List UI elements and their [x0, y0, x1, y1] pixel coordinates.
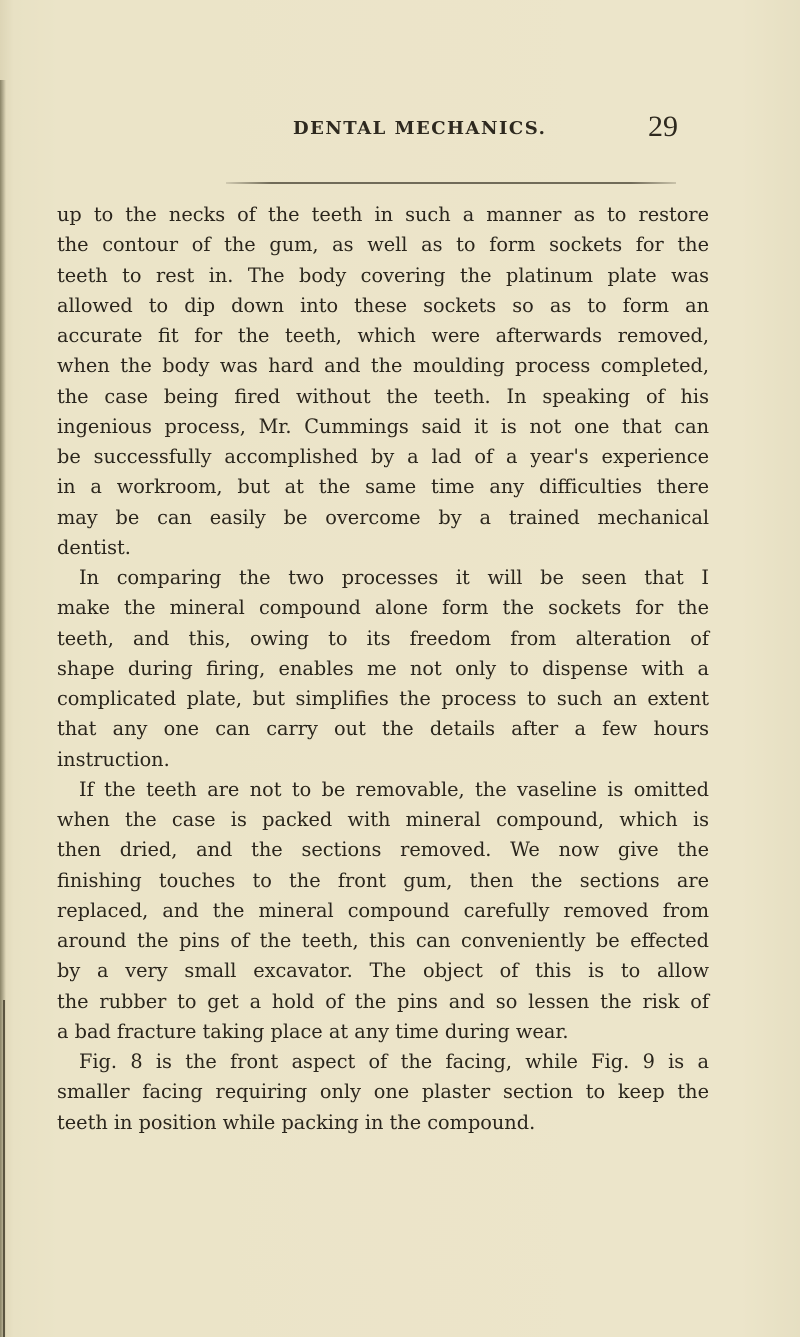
body-text — [57, 200, 709, 1138]
page-edge — [3, 1000, 5, 1337]
text-line: accurate fit for the teeth, which were afterwards removed, — [57, 324, 709, 347]
text-line: complicated plate, but simplifies the process to such an extent — [57, 687, 709, 710]
text-line: In comparing the two processes it will be seen that I — [79, 566, 709, 589]
text-line: in a workroom, but at the same time any difficulties there — [57, 475, 709, 499]
text-line: the contour of the gum, as well as to form sockets for the — [57, 233, 709, 257]
text-line: teeth, and this, owing to its freedom from alteration of — [57, 626, 709, 650]
text-line: teeth to rest in. The body covering the platinum plate was — [57, 263, 709, 287]
page-number: 29 — [648, 110, 678, 143]
text-line: around the pins of the teeth, this can conveniently be effected — [57, 929, 709, 952]
page-header — [0, 110, 800, 150]
text-line: teeth in position while packing in the compound. — [57, 1110, 536, 1134]
text-line: be successfully accomplished by a lad of a year's experience — [57, 445, 709, 468]
text-line: when the body was hard and the moulding process completed, — [57, 354, 709, 378]
text-line: the case being fired without the teeth. In speaking of his — [57, 384, 709, 408]
text-line: the rubber to get a hold of the pins and so lessen the risk of — [57, 989, 709, 1013]
text-line: If the teeth are not to be removable, the vaseline is omitted — [79, 777, 709, 801]
text-line: make the mineral compound alone form the sockets for the — [57, 596, 709, 620]
text-line: when the case is packed with mineral compound, which is — [57, 808, 709, 831]
text-line: by a very small excavator. The object of this is to allow — [57, 959, 709, 983]
text-line: a bad fracture taking place at any time during wear. — [57, 1019, 569, 1043]
text-line: finishing touches to the front gum, then the sections are — [57, 868, 709, 892]
text-line: shape during firing, enables me not only to dispense with a — [57, 656, 709, 680]
text-line: may be can easily be overcome by a trained mechanical — [57, 505, 709, 529]
text-line: dentist. — [57, 535, 131, 559]
running-title: DENTAL MECHANICS. — [293, 118, 547, 139]
paragraph-3 — [57, 775, 709, 1047]
text-line: Fig. 8 is the front aspect of the facing, while Fig. 9 is a — [79, 1050, 709, 1073]
text-line: that any one can carry out the details after a few hours — [57, 717, 709, 741]
header-rule — [226, 182, 676, 184]
paragraph-4 — [57, 1047, 709, 1138]
text-line: instruction. — [57, 747, 170, 771]
paragraph-2 — [57, 563, 709, 775]
text-line: smaller facing requiring only one plaster section to keep the — [57, 1080, 709, 1104]
text-line: ingenious process, Mr. Cummings said it is not one that can — [57, 414, 709, 438]
text-line: replaced, and the mineral compound carefully removed from — [57, 898, 709, 922]
text-line: up to the necks of the teeth in such a manner as to restore — [57, 203, 709, 226]
text-line: allowed to dip down into these sockets so as to form an — [57, 293, 709, 317]
text-line: then dried, and the sections removed. We now give the — [57, 838, 709, 862]
paragraph-1 — [57, 200, 709, 563]
